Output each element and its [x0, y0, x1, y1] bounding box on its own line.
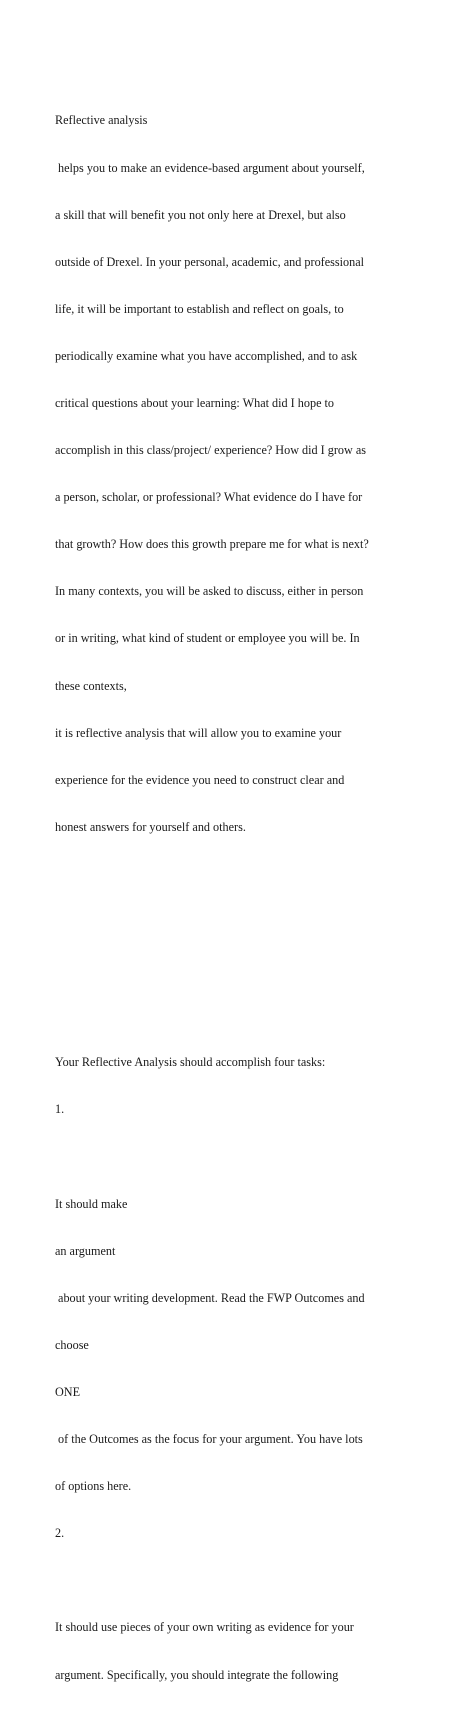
text-line: helps you to make an evidence-based argument about yourself, [55, 160, 365, 175]
text-line: experience for the evidence you need to construct clear and [55, 772, 345, 787]
text-line: argument. Specifically, you should integrate the following [55, 1667, 339, 1682]
text-line: Your Reflective Analysis should accomplish four tasks: [55, 1055, 326, 1070]
blank-line [55, 914, 435, 930]
text-line: 1. [55, 1102, 65, 1117]
text-line: that growth? How does this growth prepare me for what is next? [55, 537, 369, 552]
blank-line [55, 1008, 435, 1024]
text-line: life, it will be important to establish and reflect on goals, to [55, 301, 344, 316]
blank-line [55, 961, 435, 977]
blank-line [55, 867, 435, 883]
text-line: periodically examine what you have accomplished, and to ask [55, 348, 358, 363]
text-line: In many contexts, you will be asked to discuss, either in person [55, 584, 364, 599]
text-line: a person, scholar, or professional? What evidence do I have for [55, 490, 363, 505]
text-line: a skill that will benefit you not only here at Drexel, but also [55, 207, 346, 222]
blank-line [55, 1149, 435, 1165]
text-line: It should use pieces of your own writing as evidence for your [55, 1620, 354, 1635]
text-line: choose [55, 1337, 89, 1352]
text-line: critical questions about your learning: What did I hope to [55, 395, 335, 410]
document-body [55, 82, 435, 1715]
text-line: It should make [55, 1196, 128, 1211]
text-line: Reflective analysis [55, 113, 148, 128]
text-line: these contexts, [55, 678, 127, 693]
text-line: of options here. [55, 1479, 132, 1494]
text-line: ONE [55, 1384, 81, 1399]
text-line: accomplish in this class/project/ experience? How did I grow as [55, 443, 367, 458]
text-line: outside of Drexel. In your personal, academic, and professional [55, 254, 364, 269]
blank-line [55, 1573, 435, 1589]
text-line: 2. [55, 1526, 65, 1541]
text-line: an argument [55, 1243, 116, 1258]
text-line: of the Outcomes as the focus for your argument. You have lots [55, 1432, 363, 1447]
text-line: it is reflective analysis that will allow you to examine your [55, 725, 342, 740]
text-line: honest answers for yourself and others. [55, 819, 246, 834]
text-line: or in writing, what kind of student or employee you will be. In [55, 631, 360, 646]
text-line: about your writing development. Read the FWP Outcomes and [55, 1290, 365, 1305]
